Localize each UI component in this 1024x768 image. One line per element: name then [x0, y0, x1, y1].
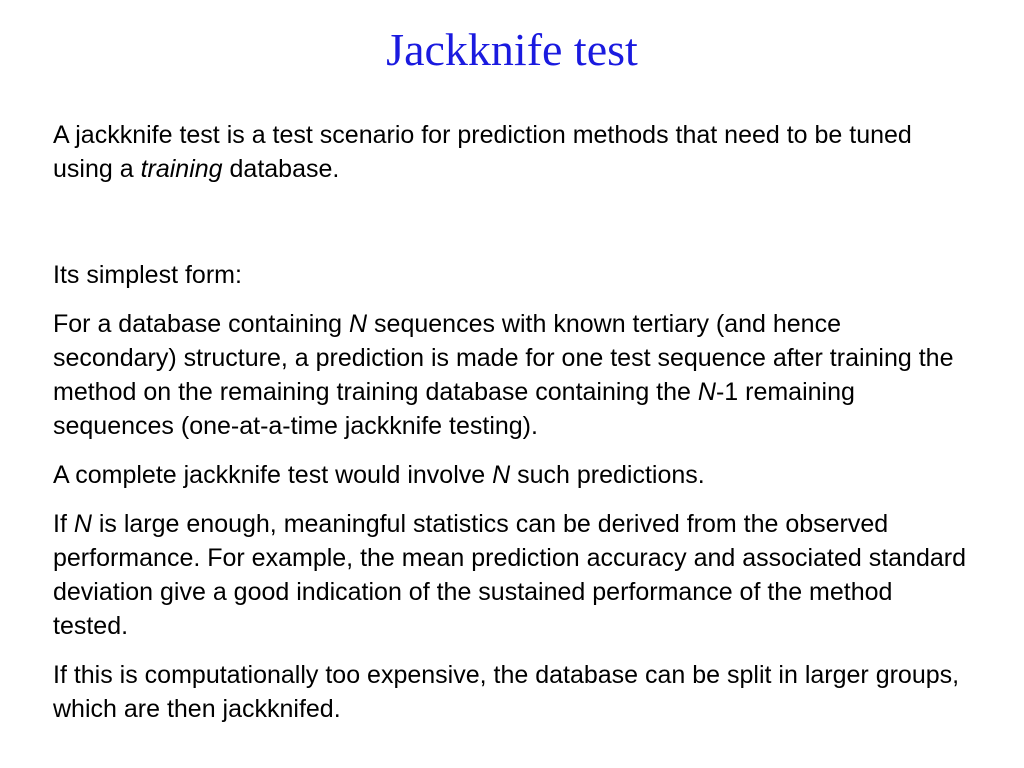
- paragraph-statistics-text-b: is large enough, meaningful statistics can be derived from the observed performance. For example, the mean prediction accuracy and associated standard deviation give a good indication of the sustained performance of the method tested.: [53, 510, 966, 640]
- paragraph-simplest-form: Its simplest form:: [53, 261, 242, 289]
- paragraph-procedure: [53, 307, 968, 443]
- paragraph-definition-text-a: A jackknife test is a test scenario for prediction methods that need to be tuned using a: [53, 121, 912, 183]
- slide-body: [53, 118, 968, 726]
- paragraph-procedure-text-a: For a database containing: [53, 310, 350, 338]
- paragraph-complete-test: [53, 458, 968, 492]
- paragraph-expensive: If this is computationally too expensive, the database can be split in larger groups, which are then jackknifed.: [53, 661, 960, 723]
- paragraph-statistics: [53, 507, 968, 643]
- spacer: [53, 186, 968, 258]
- paragraph-procedure-n-2: N: [697, 378, 716, 406]
- paragraph-complete-test-text-a: A complete jackknife test would involve: [53, 461, 493, 489]
- paragraph-procedure-n-1: N: [349, 310, 368, 338]
- paragraph-statistics-text-a: If: [53, 510, 74, 538]
- paragraph-procedure-text-b: sequences with known tertiary (and hence secondary) structure, a prediction is made for one test sequence after training the method on the remaining training database containing the: [53, 310, 954, 406]
- spacer: [53, 292, 968, 307]
- paragraph-definition-text-b: database.: [222, 155, 340, 183]
- spacer: [53, 492, 968, 507]
- spacer: [53, 443, 968, 458]
- paragraph-complete-test-n: N: [492, 461, 511, 489]
- paragraph-statistics-n: N: [73, 510, 92, 538]
- paragraph-definition: [53, 118, 968, 186]
- paragraph-procedure-text-c: -1 remaining sequences (one-at-a-time jackknife testing).: [53, 378, 855, 440]
- paragraph-complete-test-text-b: such predictions.: [510, 461, 705, 489]
- spacer: [53, 643, 968, 658]
- paragraph-definition-emphasis: training: [140, 155, 223, 183]
- slide-title: Jackknife test: [386, 24, 638, 75]
